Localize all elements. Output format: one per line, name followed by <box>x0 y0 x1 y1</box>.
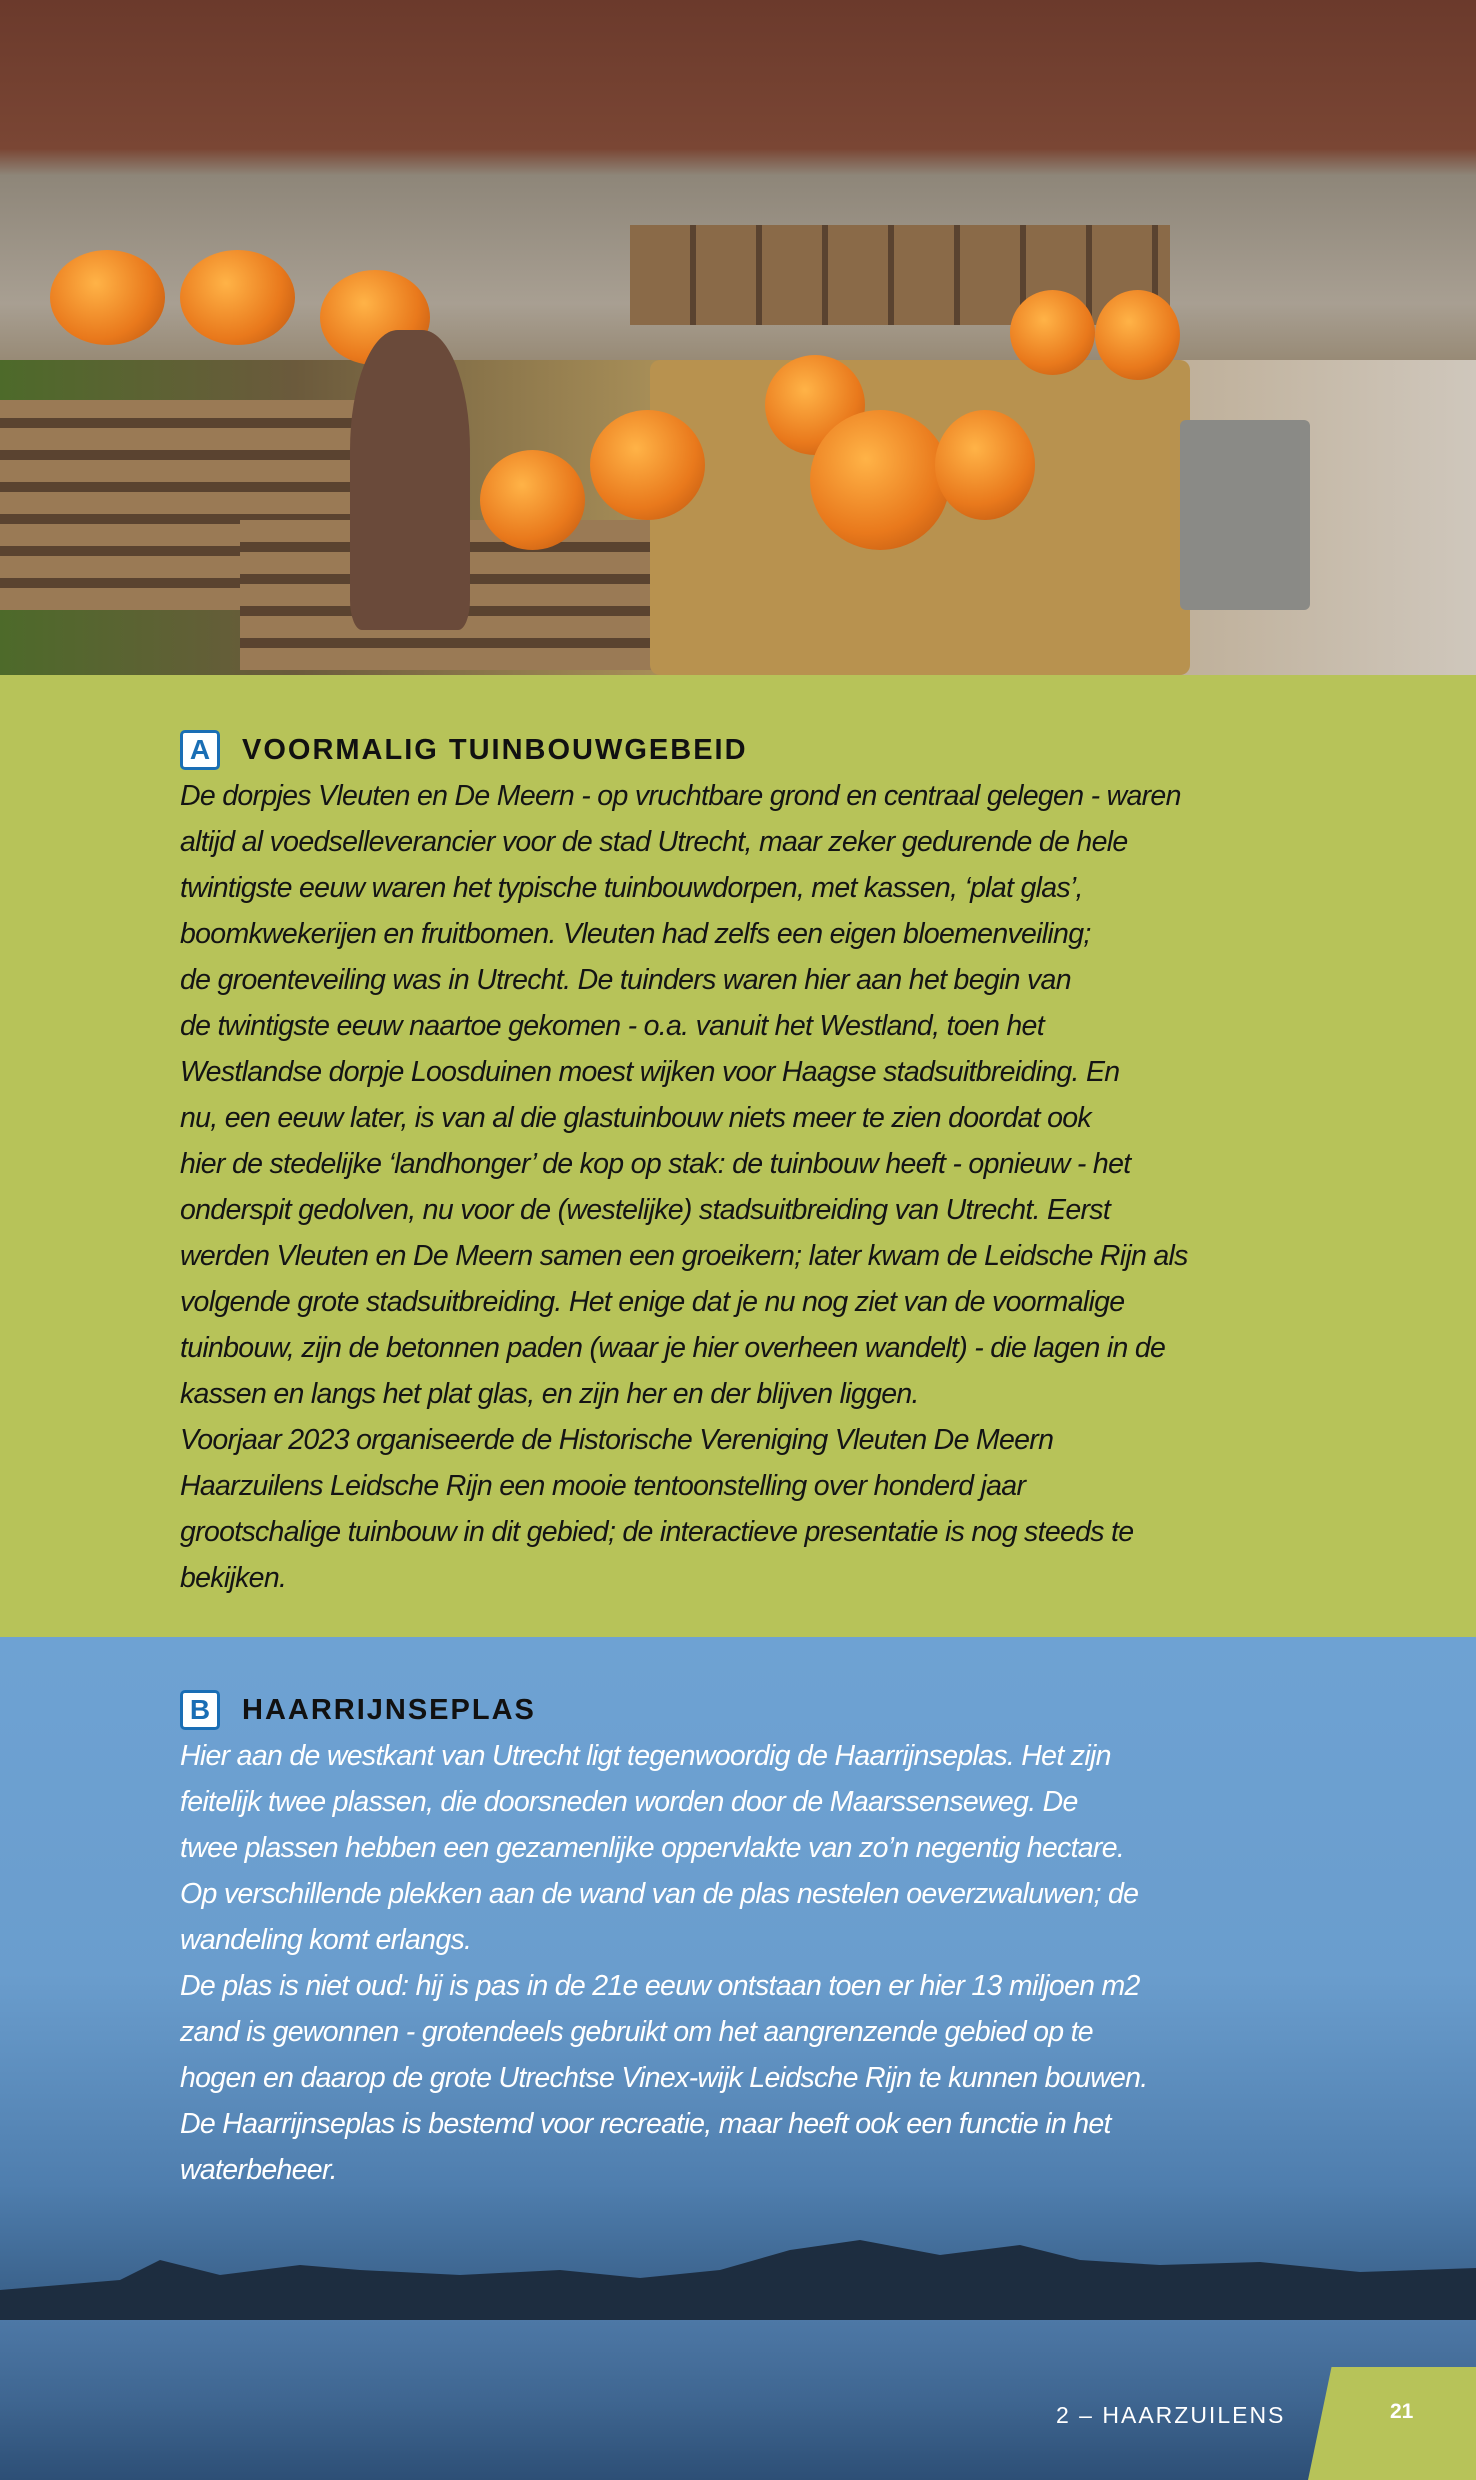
text-line: boomkwekerijen en fruitbomen. Vleuten had zelfs een eigen bloemenveiling; <box>180 918 1091 950</box>
text-line: Haarzuilens Leidsche Rijn een mooie tentoonstelling over honderd jaar <box>180 1470 1026 1502</box>
text-line: feitelijk twee plassen, die doorsneden worden door de Maarssenseweg. De <box>180 1786 1078 1818</box>
text-line: altijd al voedselleverancier voor de stad Utrecht, maar zeker gedurende de hele <box>180 826 1128 858</box>
text-line: tuinbouw, zijn de betonnen paden (waar je hier overheen wandelt) - die lagen in de <box>180 1332 1166 1364</box>
text-line: onderspit gedolven, nu voor de (westelijke) stadsuitbreiding van Utrecht. Eerst <box>180 1194 1111 1226</box>
text-line: Voorjaar 2023 organiseerde de Historische Vereniging Vleuten De Meern <box>180 1424 1054 1456</box>
photo-rooster-statue <box>350 330 470 630</box>
text-line: kassen en langs het plat glas, en zijn her en der blijven liggen. <box>180 1378 919 1410</box>
text-line: De Haarrijnseplas is bestemd voor recreatie, maar heeft ook een functie in het <box>180 2108 1111 2140</box>
photo-pumpkin <box>1010 290 1095 375</box>
section-b-panel <box>0 1637 1476 2480</box>
text-line: hogen en daarop de grote Utrechtse Vinex-wijk Leidsche Rijn te kunnen bouwen. <box>180 2062 1148 2094</box>
photo-pumpkin <box>50 250 165 345</box>
section-b-title: HAARRIJNSEPLAS <box>242 1693 536 1726</box>
page-number: 21 <box>1390 2400 1414 2423</box>
text-line: zand is gewonnen - grotendeels gebruikt om het aangrenzende gebied op te <box>180 2016 1093 2048</box>
chapter-label: 2 – HAARZUILENS <box>1056 2402 1286 2428</box>
section-a <box>180 727 1188 1601</box>
text-line: volgende grote stadsuitbreiding. Het enige dat je nu nog ziet van de voormalige <box>180 1286 1125 1318</box>
photo-pumpkin <box>1095 290 1180 380</box>
photo-pumpkin <box>180 250 295 345</box>
text-line: nu, een eeuw later, is van al die glastuinbouw niets meer te zien doordat ook <box>180 1102 1091 1134</box>
text-line: hier de stedelijke ‘landhonger’ de kop op stak: de tuinbouw heeft - opnieuw - het <box>180 1148 1131 1180</box>
photo-pumpkin <box>935 410 1035 520</box>
text-line: grootschalige tuinbouw in dit gebied; de interactieve presentatie is nog steeds te <box>180 1516 1134 1548</box>
text-line: De dorpjes Vleuten en De Meern - op vruchtbare grond en centraal gelegen - waren <box>180 780 1181 812</box>
text-line: Hier aan de westkant van Utrecht ligt tegenwoordig de Haarrijnseplas. Het zijn <box>180 1740 1111 1772</box>
text-line: twintigste eeuw waren het typische tuinbouwdorpen, met kassen, ‘plat glas’, <box>180 872 1083 904</box>
section-a-panel <box>0 675 1476 1637</box>
text-line: de twintigste eeuw naartoe gekomen - o.a. vanuit het Westland, toen het <box>180 1010 1044 1042</box>
photo-pumpkin <box>810 410 950 550</box>
section-a-title: VOORMALIG TUINBOUWGEBEID <box>242 733 748 766</box>
text-line: de groenteveiling was in Utrecht. De tuinders waren hier aan het begin van <box>180 964 1071 996</box>
section-b <box>180 1687 1147 2193</box>
photo-pumpkin <box>590 410 705 520</box>
section-a-badge: A <box>180 730 220 770</box>
section-b-badge: B <box>180 1690 220 1730</box>
text-line: Westlandse dorpje Loosduinen moest wijken voor Haagse stadsuitbreiding. En <box>180 1056 1120 1088</box>
photo-bin <box>1180 420 1310 610</box>
section-a-heading <box>180 727 1188 773</box>
text-line: De plas is niet oud: hij is pas in de 21e eeuw ontstaan toen er hier 13 miljoen m2 <box>180 1970 1140 2002</box>
text-line: waterbeheer. <box>180 2154 337 2186</box>
pumpkin-farm-photo <box>0 0 1476 675</box>
section-a-body <box>180 773 1188 1601</box>
text-line: Op verschillende plekken aan de wand van de plas nestelen oeverzwaluwen; de <box>180 1878 1139 1910</box>
photo-pumpkin <box>480 450 585 550</box>
lake-water <box>0 2320 1476 2480</box>
text-line: twee plassen hebben een gezamenlijke oppervlakte van zo’n negentig hectare. <box>180 1832 1125 1864</box>
section-b-heading <box>180 1687 1147 1733</box>
text-line: werden Vleuten en De Meern samen een groeikern; later kwam de Leidsche Rijn als <box>180 1240 1188 1272</box>
text-line: bekijken. <box>180 1562 287 1594</box>
section-b-body <box>180 1733 1147 2193</box>
text-line: wandeling komt erlangs. <box>180 1924 472 1956</box>
treeline-silhouette <box>0 2220 1476 2330</box>
